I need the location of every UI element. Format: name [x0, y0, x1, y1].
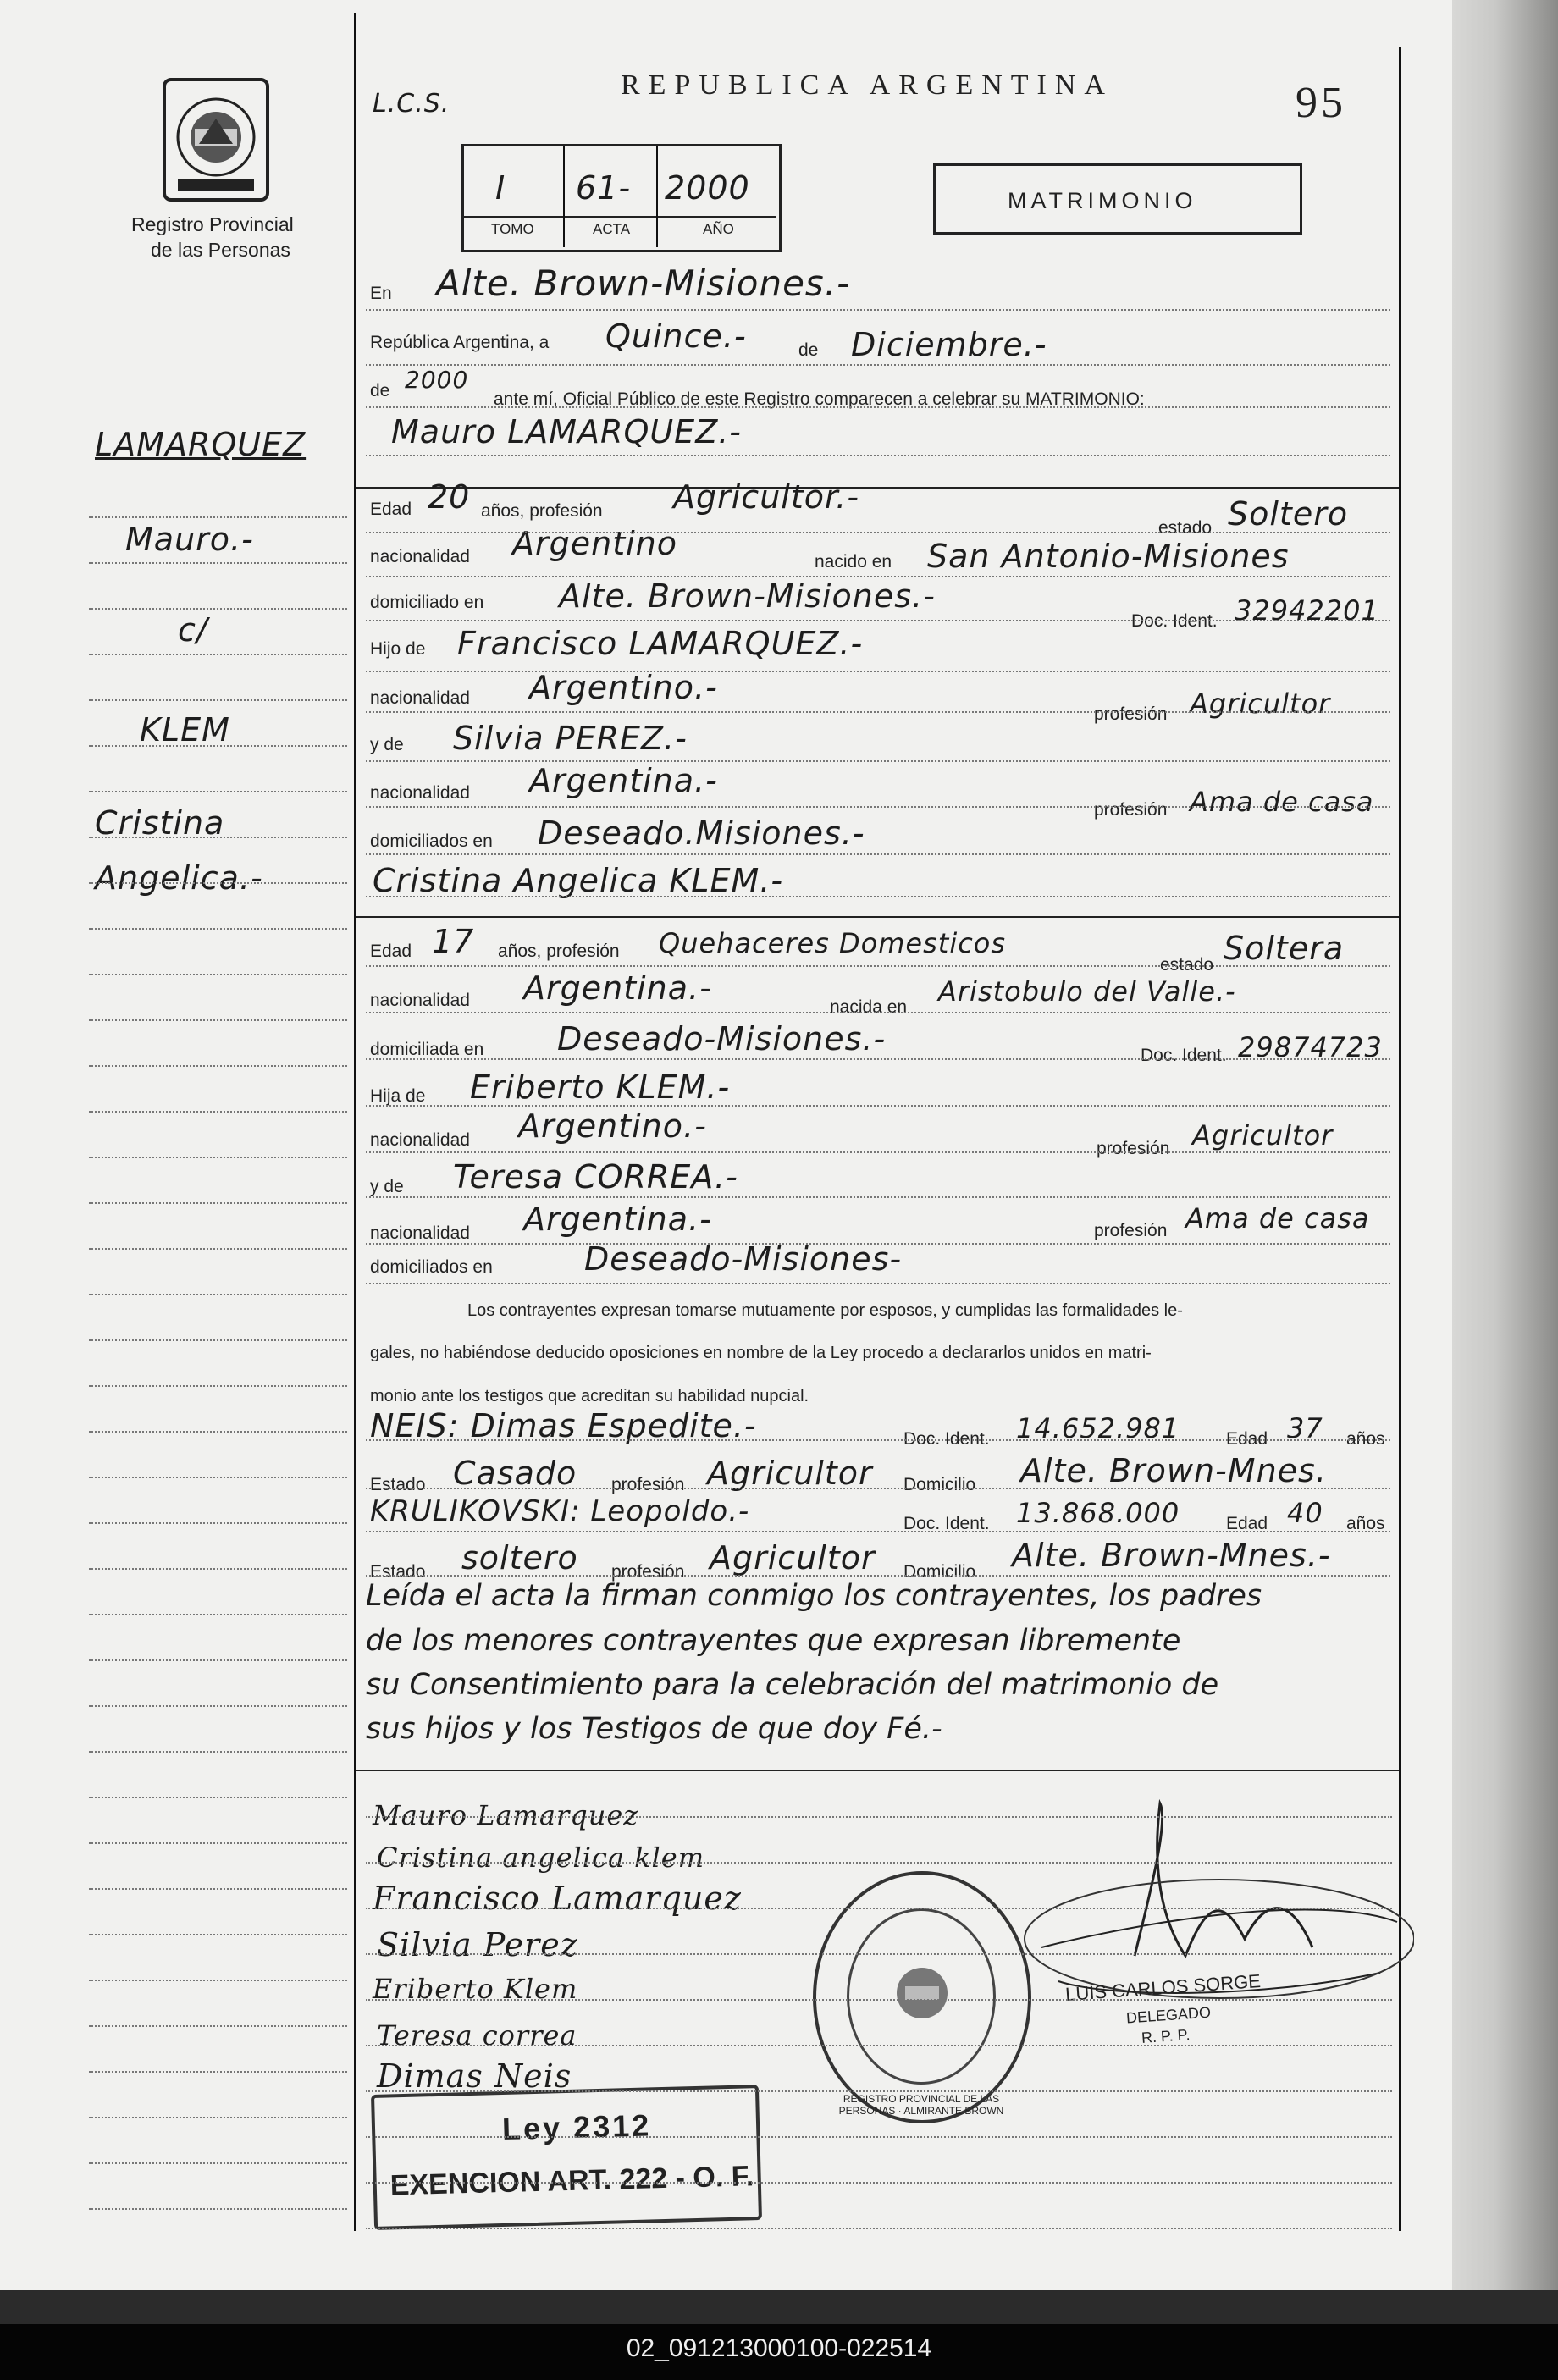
witness1-estado-label: Estado [370, 1475, 426, 1494]
groom-age: 20 [428, 478, 471, 516]
margin-guide-line [89, 1065, 347, 1067]
margin-bride-name: Cristina [95, 804, 225, 842]
bride-estado: Soltera [1224, 930, 1345, 967]
en-label: En [370, 284, 392, 303]
groom-mother-nat-label: nacionalidad [370, 783, 470, 803]
form-guide-line [366, 576, 1390, 577]
signature-guide-line [366, 2045, 1392, 2046]
groom-mother-nationality: Argentina.- [529, 762, 718, 799]
signature-guide-line [366, 1908, 1392, 1909]
bride-domicile: Deseado-Misiones.- [557, 1020, 887, 1057]
groom-name: Mauro LAMARQUEZ.- [391, 413, 743, 450]
form-guide-line [366, 1151, 1390, 1153]
witness2-domicile: Alte. Brown-Mnes.- [1012, 1537, 1331, 1574]
margin-groom-name: Mauro.- [125, 521, 254, 558]
image-code: 02_091213000100-022514 [626, 2334, 932, 2362]
seal-emblem-icon [888, 1959, 956, 2027]
form-guide-line [366, 620, 1390, 621]
stamp-exencion: EXENCION ART. 222 - O. F. [390, 2160, 754, 2202]
bride-father: Eriberto KLEM.- [470, 1069, 731, 1106]
margin-bride-surname: KLEM [140, 711, 230, 748]
margin-guide-line [89, 1934, 347, 1935]
ref-box-divider [463, 216, 776, 218]
registry-name-line1: Registro Provincial [131, 213, 294, 235]
margin-guide-line [89, 608, 347, 610]
margin-guide-line [89, 1797, 347, 1798]
closing-line2: de los menores contrayentes que expresan libremente [366, 1624, 1181, 1658]
groom-parents-dom-label: domiciliados en [370, 831, 493, 851]
groom-father-nationality: Argentino.- [529, 669, 718, 706]
margin-guide-line [89, 1659, 347, 1661]
margin-with: c/ [178, 611, 208, 649]
intro-month: Diciembre.- [851, 326, 1047, 363]
groom-dom-label: domiciliado en [370, 593, 484, 612]
groom-mother: Silvia PEREZ.- [453, 720, 688, 757]
bride-nationality: Argentina.- [523, 969, 712, 1007]
witness2-age: 40 [1287, 1497, 1323, 1529]
margin-guide-line [89, 974, 347, 975]
tomo-label: TOMO [491, 221, 534, 237]
witness2-doc: 13.868.000 [1016, 1497, 1180, 1529]
signature-guide-line [366, 2182, 1392, 2184]
signature-groom-mother: Silvia Perez [377, 1926, 578, 1963]
bride-father-profession: Agricultor [1192, 1119, 1334, 1151]
witness2-anos-label: años [1346, 1514, 1385, 1533]
form-guide-line [366, 1196, 1390, 1198]
intro-text: ante mí, Oficial Público de este Registro comparecen a celebrar su MATRIMONIO: [494, 389, 1145, 409]
closing-line1: Leída el acta la firman conmigo los contrayentes, los padres [366, 1579, 1262, 1613]
margin-guide-line [89, 699, 347, 701]
witness2-profession: Agricultor [710, 1539, 876, 1577]
form-guide-line [366, 1012, 1390, 1013]
groom-estado-label: estado [1158, 518, 1213, 538]
bride-nacida-label: nacida en [830, 997, 908, 1017]
margin-guide-line [89, 2117, 347, 2118]
bride-profession: Quehaceres Domesticos [659, 927, 1007, 959]
seal-text: REGISTRO PROVINCIAL DE LAS PERSONAS · ALMIRANTE BROWN [838, 2093, 1004, 2117]
bride-father-nationality: Argentino.- [518, 1107, 707, 1145]
form-guide-line [366, 532, 1390, 533]
witness2-name: KRULIKOVSKI: Leopoldo.- [370, 1494, 750, 1528]
witness1-dom-label: Domicilio [903, 1475, 976, 1494]
groom-nat-label: nacionalidad [370, 547, 470, 566]
witness1-prof-label: profesión [611, 1475, 685, 1494]
bride-mother-nationality: Argentina.- [523, 1201, 712, 1238]
margin-guide-line [89, 1568, 347, 1570]
margin-guide-line [89, 1751, 347, 1753]
witness2-estado: soltero [461, 1539, 578, 1577]
signature-guide-line [366, 1862, 1392, 1864]
intro-day: Quince.- [605, 318, 747, 355]
bride-father-nat-label: nacionalidad [370, 1130, 470, 1150]
bride-mother-nat-label: nacionalidad [370, 1223, 470, 1243]
groom-hijo-label: Hijo de [370, 639, 426, 659]
form-guide-line [366, 364, 1390, 366]
margin-guide-line [89, 2208, 347, 2210]
bride-birthplace: Aristobulo del Valle.- [938, 975, 1236, 1008]
margin-guide-line [89, 1339, 347, 1341]
witness2-prof-label: profesión [611, 1562, 685, 1582]
margin-guide-line [89, 1431, 347, 1433]
margin-bride-name2: Angelica.- [95, 859, 263, 897]
witness1-profession: Agricultor [707, 1455, 873, 1492]
ref-box-sep1 [563, 146, 565, 247]
groom-profession: Agricultor.- [673, 478, 859, 516]
intro-place: Alte. Brown-Misiones.- [436, 262, 851, 304]
groom-anos-label: años, profesión [481, 501, 603, 521]
margin-guide-line [89, 2071, 347, 2073]
signature-guide-line [366, 1953, 1392, 1955]
margin-guide-line [89, 1385, 347, 1387]
groom-mother-profession: Ama de casa [1190, 786, 1374, 818]
official-name: LUIS CARLOS SORGE [1064, 1969, 1262, 2006]
form-guide-line [366, 896, 1390, 897]
groom-doc-label: Doc. Ident. [1131, 611, 1218, 631]
signature-guide-line [366, 2228, 1392, 2229]
tomo-value: I [495, 169, 506, 207]
exemption-stamp [371, 2085, 762, 2230]
groom-section-rule [356, 487, 1399, 489]
official-title: DELEGADO [1125, 2003, 1212, 2027]
groom-edad-label: Edad [370, 500, 412, 519]
bride-dom-label: domiciliada en [370, 1040, 484, 1059]
margin-guide-line [89, 1111, 347, 1113]
provincial-seal-icon [161, 76, 271, 203]
margin-guide-line [89, 928, 347, 930]
bride-section-rule [356, 916, 1399, 918]
form-guide-line [366, 760, 1390, 762]
groom-birthplace: San Antonio-Misiones [927, 538, 1290, 575]
bride-anos-label: años, profesión [498, 942, 620, 961]
margin-guide-line [89, 1522, 347, 1524]
groom-father-profession: Agricultor [1190, 687, 1331, 720]
bride-doc: 29874723 [1238, 1031, 1383, 1063]
groom-father-prof-label: profesión [1094, 704, 1168, 724]
margin-guide-line [89, 2162, 347, 2164]
registry-name-line2: de las Personas [151, 239, 290, 261]
page-number: 95 [1296, 79, 1346, 127]
de-label: de [798, 340, 819, 360]
form-guide-line [366, 711, 1390, 713]
form-guide-line [366, 1283, 1390, 1284]
margin-guide-line [89, 1842, 347, 1844]
form-guide-line [366, 455, 1390, 456]
witness2-dom-label: Domicilio [903, 1562, 976, 1582]
form-guide-line [366, 1105, 1390, 1107]
closing-line4: sus hijos y los Testigos de que doy Fé.- [366, 1712, 942, 1746]
groom-father-nat-label: nacionalidad [370, 688, 470, 708]
bride-doc-label: Doc. Ident. [1141, 1046, 1227, 1065]
bride-parents-domicile: Deseado-Misiones- [584, 1240, 903, 1278]
form-guide-line [366, 1243, 1390, 1245]
signature-groom: Mauro Lamarquez [373, 1799, 639, 1831]
margin-guide-line [89, 1614, 347, 1615]
signature-groom-father: Francisco Lamarquez [373, 1880, 742, 1917]
signature-witness: Dimas Neis [377, 2057, 572, 2095]
groom-mother-prof-label: profesión [1094, 800, 1168, 820]
margin-guide-line [89, 562, 347, 564]
margin-guide-line [89, 745, 347, 747]
bride-name: Cristina Angelica KLEM.- [373, 862, 784, 899]
margin-guide-line [89, 1202, 347, 1204]
form-guide-line [366, 853, 1390, 855]
form-guide-line [366, 806, 1390, 808]
margin-guide-line [89, 837, 347, 838]
witness1-edad-label: Edad [1226, 1429, 1268, 1449]
witness1-estado: Casado [453, 1455, 577, 1492]
signature-guide-line [366, 2136, 1392, 2138]
witness1-doc: 14.652.981 [1016, 1412, 1180, 1444]
margin-guide-line [89, 1980, 347, 1981]
witness1-name: NEIS: Dimas Espedite.- [370, 1407, 757, 1444]
signature-guide-line [366, 2090, 1392, 2092]
signature-bride-mother: Teresa correa [377, 2019, 577, 2051]
stamp-ley: Ley 2312 [501, 2107, 652, 2146]
margin-groom-surname: LAMARQUEZ [95, 426, 307, 463]
form-guide-line [366, 1058, 1390, 1060]
margin-guide-line [89, 2025, 347, 2027]
anio-value: 2000 [665, 169, 750, 207]
witness1-doc-label: Doc. Ident. [903, 1429, 990, 1449]
bride-mother-prof-label: profesión [1094, 1221, 1168, 1240]
form-guide-line [366, 1439, 1390, 1441]
groom-parents-domicile: Deseado.Misiones.- [538, 815, 865, 852]
witness2-doc-label: Doc. Ident. [903, 1514, 990, 1533]
signature-guide-line [366, 1999, 1392, 2001]
witness1-anos-label: años [1346, 1429, 1385, 1449]
form-guide-line [366, 965, 1390, 967]
margin-guide-line [89, 1157, 347, 1158]
republica-label: República Argentina, a [370, 333, 550, 352]
bride-mother: Teresa CORREA.- [453, 1158, 738, 1196]
act-type: MATRIMONIO [1008, 188, 1197, 213]
form-guide-line [366, 1575, 1390, 1577]
bride-nat-label: nacionalidad [370, 991, 470, 1010]
anio-label: AÑO [703, 221, 734, 237]
de-label2: de [370, 381, 390, 400]
form-guide-line [366, 1488, 1390, 1489]
margin-guide-line [89, 791, 347, 792]
official-sub: R. P. P. [1141, 2026, 1191, 2046]
country-title: REPUBLICA ARGENTINA [621, 69, 1113, 101]
bride-hija-label: Hija de [370, 1086, 426, 1106]
intro-year: 2000 [405, 366, 469, 394]
groom-doc: 32942201 [1235, 594, 1379, 627]
form-guide-line [366, 1531, 1390, 1532]
legal-text-line1: Los contrayentes expresan tomarse mutuamente por esposos, y cumplidas las formalidades le- [467, 1301, 1183, 1320]
groom-father: Francisco LAMARQUEZ.- [457, 625, 864, 662]
margin-guide-line [89, 1705, 347, 1707]
page-edge [1452, 0, 1558, 2290]
groom-yde-label: y de [370, 735, 404, 754]
groom-domicile: Alte. Brown-Misiones.- [559, 577, 936, 615]
form-guide-line [366, 309, 1390, 311]
bride-mother-profession: Ama de casa [1185, 1202, 1370, 1234]
ref-box-sep2 [656, 146, 658, 247]
lcs-code: L.C.S. [373, 89, 450, 119]
acta-value: 61- [576, 169, 632, 207]
witness2-edad-label: Edad [1226, 1514, 1268, 1533]
margin-guide-line [89, 654, 347, 655]
margin-guide-line [89, 1888, 347, 1890]
margin-guide-line [89, 1019, 347, 1021]
margin-rule [354, 13, 356, 2231]
form-guide-line [366, 406, 1390, 408]
signature-guide-line [366, 1816, 1392, 1818]
bride-estado-label: estado [1160, 955, 1214, 975]
form-guide-line [366, 671, 1390, 672]
groom-nationality: Argentino [512, 525, 677, 562]
acta-label: ACTA [593, 221, 631, 237]
margin-guide-line [89, 516, 347, 518]
bride-yde-label: y de [370, 1177, 404, 1196]
closing-line3: su Consentimiento para la celebración del matrimonio de [366, 1668, 1219, 1702]
margin-guide-line [89, 1248, 347, 1250]
margin-guide-line [89, 1294, 347, 1295]
book-bottom-edge [0, 2290, 1558, 2324]
legal-text-line2: gales, no habiéndose deducido oposiciones en nombre de la Ley procedo a declararlos unidos en matri- [370, 1344, 1152, 1362]
witness1-domicile: Alte. Brown-Mnes. [1020, 1452, 1327, 1489]
signature-bride: Cristina angelica klem [377, 1842, 705, 1874]
bride-age: 17 [432, 923, 475, 960]
groom-estado: Soltero [1228, 495, 1349, 533]
groom-nacido-label: nacido en [815, 552, 892, 572]
bride-father-prof-label: profesión [1097, 1139, 1170, 1158]
margin-guide-line [89, 1477, 347, 1478]
legal-text-line3: monio ante los testigos que acreditan su habilidad nupcial. [370, 1387, 809, 1405]
margin-guide-line [89, 882, 347, 884]
bride-edad-label: Edad [370, 942, 412, 961]
witness2-estado-label: Estado [370, 1562, 426, 1582]
signature-bride-father: Eriberto Klem [373, 1973, 578, 2005]
witness1-age: 37 [1287, 1412, 1323, 1444]
bride-parents-dom-label: domiciliados en [370, 1257, 493, 1277]
signature-section-rule [356, 1770, 1399, 1771]
